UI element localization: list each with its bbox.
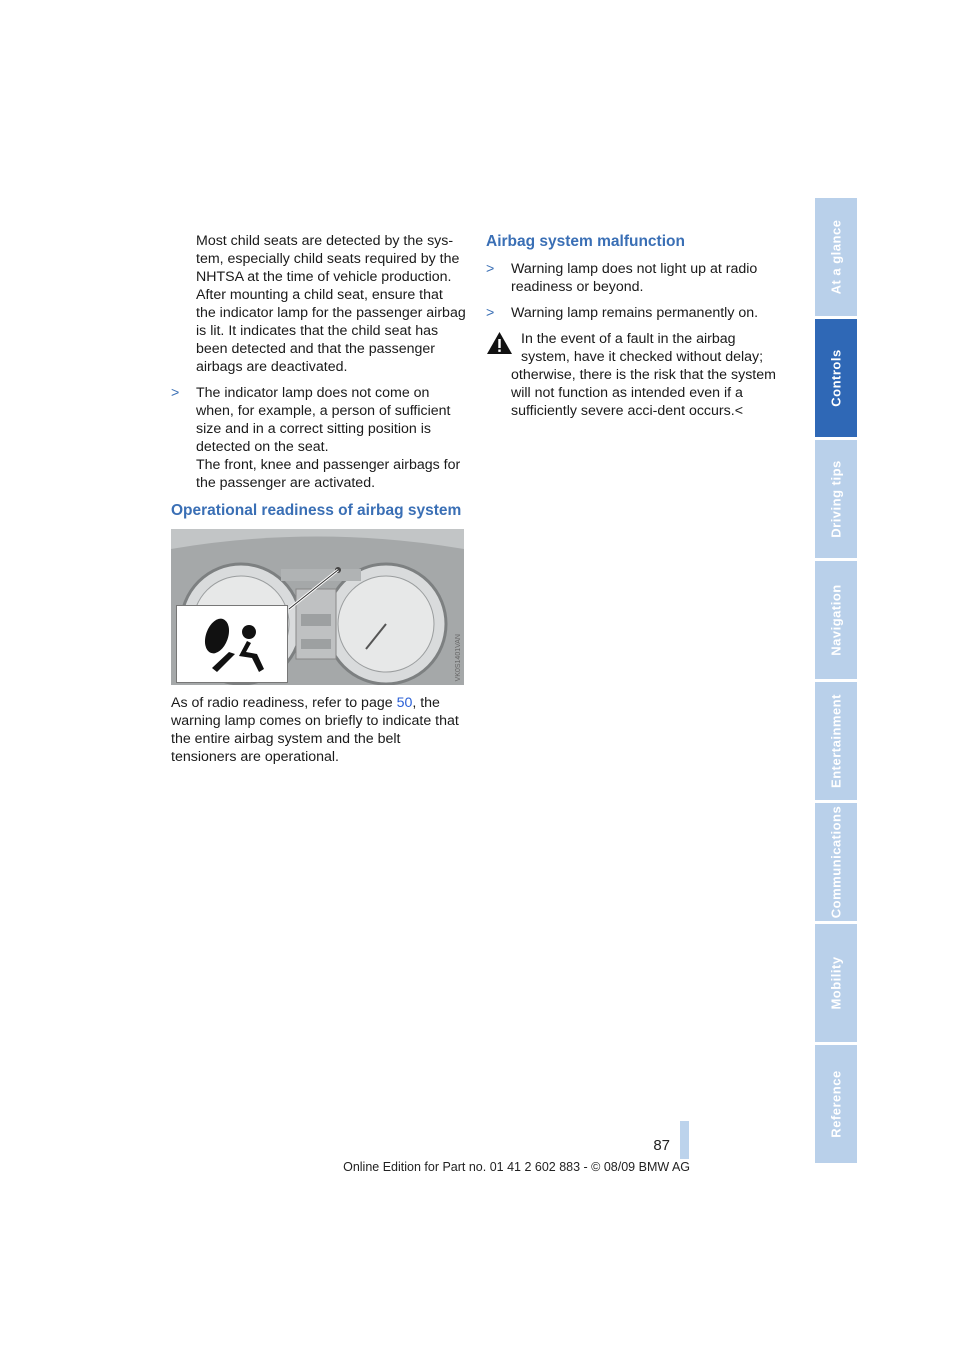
page-link[interactable]: 50	[396, 695, 413, 711]
body-text: As of radio readiness, refer to page	[171, 695, 397, 711]
tab-driving-tips[interactable]: Driving tips	[815, 440, 857, 558]
tab-controls[interactable]: Controls	[815, 319, 857, 437]
bullet-text: Warning lamp remains permanently on.	[511, 305, 759, 321]
list-item	[171, 384, 466, 492]
section-heading-operational-readiness: Operational readiness of airbag system	[171, 502, 462, 519]
airbag-warning-icon	[177, 606, 287, 682]
tab-reference[interactable]: Reference	[815, 1045, 857, 1163]
figure-code: VK0S1401VAN	[455, 633, 462, 681]
bullet-marker: >	[486, 261, 495, 277]
bullet-marker: >	[171, 385, 180, 401]
left-column	[171, 232, 466, 492]
bullet-text: The indicator lamp does not come on when, for example, a person of sufficient size and in a correct sitting position is detected on the seat.	[196, 385, 451, 455]
list-item	[486, 304, 781, 322]
tab-entertainment[interactable]: Entertainment	[815, 682, 857, 800]
page-number: 87	[653, 1137, 670, 1154]
airbag-warning-inset	[176, 605, 288, 683]
bullet-text: Warning lamp does not light up at radio readiness or beyond.	[511, 261, 758, 295]
list-item	[486, 260, 781, 296]
bullet-marker: >	[486, 305, 495, 321]
page-number-bar	[680, 1121, 689, 1159]
end-marker: <	[734, 403, 743, 419]
right-column	[486, 232, 781, 420]
warning-text: In the event of a fault in the airbag system, have it checked without delay; otherwise, there is the risk that the system will not function as intended even if a sufficiently severe acci-dent occurs.	[511, 331, 776, 419]
body-text-continued: , the warning lamp comes on briefly to indicate that the entire airbag system and the belt tensioners are operational.	[171, 695, 459, 765]
section-heading-malfunction: Airbag system malfunction	[486, 233, 685, 250]
edition-footer: Online Edition for Part no. 01 41 2 602 883 - © 08/09 BMW AG	[343, 1160, 690, 1174]
tab-navigation[interactable]: Navigation	[815, 561, 857, 679]
tab-at-a-glance[interactable]: At a glance	[815, 198, 857, 316]
warning-triangle-icon	[486, 331, 513, 355]
chapter-sidebar	[815, 198, 857, 1166]
warning-note	[486, 330, 781, 420]
intro-paragraph: Most child seats are detected by the sys-tem, especially child seats required by the NHTSA at the time of vehicle production. After mounting a child seat, ensure that the indicator lamp for the passenger airbag is lit. It indicates that the child seat has been detected and that the passenger airbags are deactivated.	[196, 233, 466, 375]
tab-communications[interactable]: Communications	[815, 803, 857, 921]
radio-readiness-paragraph	[171, 694, 466, 766]
bullet-text-2: The front, knee and passenger airbags for the passenger are activated.	[196, 457, 461, 491]
instrument-cluster-figure	[171, 529, 464, 685]
tab-mobility[interactable]: Mobility	[815, 924, 857, 1042]
